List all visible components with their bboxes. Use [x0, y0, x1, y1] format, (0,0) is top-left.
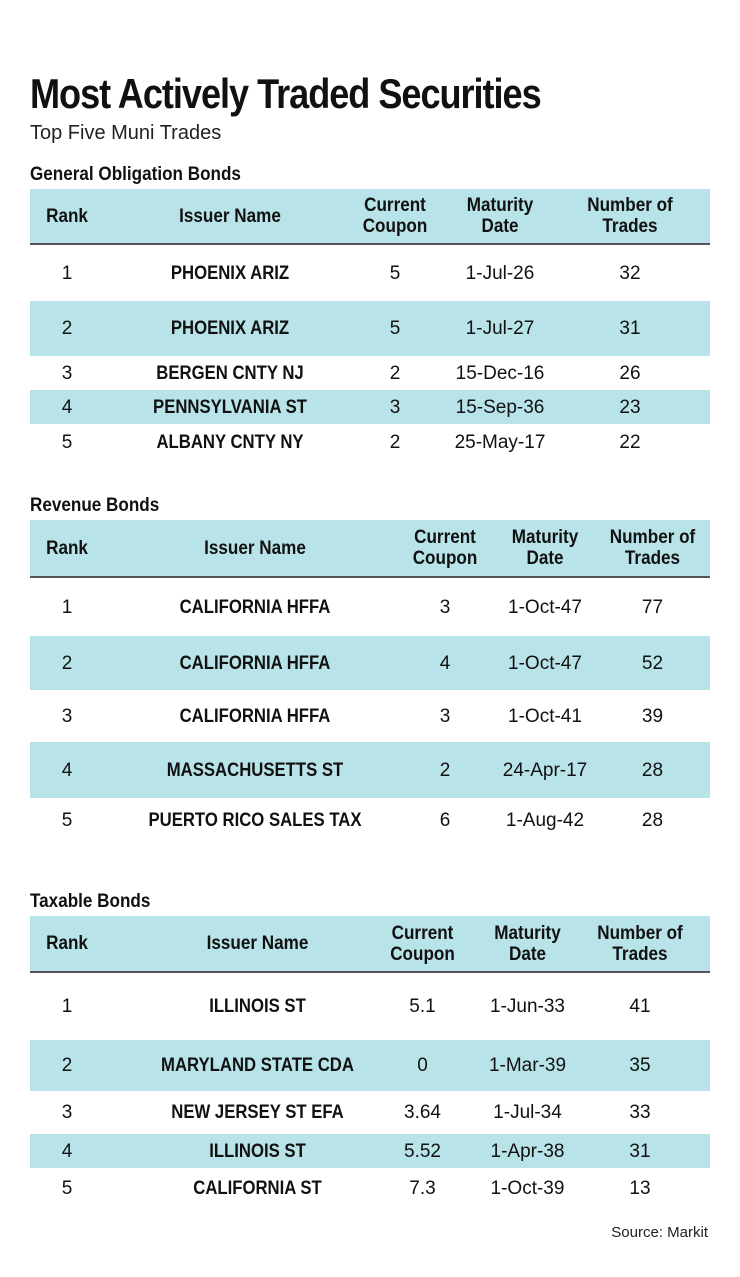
cell-coupon: 3	[439, 596, 451, 618]
header-coupon: Current Coupon	[362, 195, 428, 237]
cell-trades: 77	[641, 596, 664, 618]
section-title: General Obligation Bonds	[30, 164, 241, 185]
cell-maturity: 25-May-17	[454, 431, 546, 453]
header-coupon: Current Coupon	[412, 527, 478, 569]
header-issuer: Issuer Name	[204, 537, 306, 559]
cell-issuer: PENNSYLVANIA ST	[153, 396, 307, 418]
cell-issuer: MARYLAND STATE CDA	[161, 1055, 354, 1076]
cell-rank: 5	[61, 1177, 73, 1199]
cell-trades: 23	[619, 396, 641, 418]
cell-trades: 39	[641, 705, 664, 727]
cell-rank: 4	[61, 1140, 73, 1162]
cell-maturity: 1-Jul-27	[465, 318, 535, 339]
table-row	[30, 1091, 710, 1134]
header-coupon: Current Coupon	[390, 922, 455, 965]
table-row	[30, 390, 710, 424]
cell-trades: 41	[629, 996, 651, 1017]
cell-coupon: 5	[389, 262, 401, 284]
cell-issuer: PUERTO RICO SALES TAX	[148, 809, 362, 831]
cell-maturity: 1-Oct-47	[508, 596, 582, 618]
table-row	[30, 1040, 710, 1091]
cell-issuer: ALBANY CNTY NY	[156, 431, 304, 453]
cell-coupon: 2	[389, 362, 401, 384]
cell-rank: 1	[61, 996, 73, 1017]
header-rank: Rank	[46, 205, 88, 227]
header-maturity: Maturity Date	[466, 195, 534, 237]
cell-trades: 26	[619, 362, 641, 384]
cell-rank: 2	[61, 1055, 73, 1076]
cell-issuer: ILLINOIS ST	[209, 996, 306, 1017]
cell-trades: 31	[619, 318, 641, 339]
section-title: Taxable Bonds	[30, 891, 151, 912]
table-body	[30, 973, 710, 1208]
cell-coupon: 5.52	[404, 1140, 441, 1162]
table-row	[30, 742, 710, 798]
cell-rank: 4	[61, 759, 73, 781]
cell-rank: 5	[61, 431, 73, 453]
table-row	[30, 636, 710, 690]
cell-maturity: 1-Oct-41	[508, 705, 582, 727]
cell-rank: 1	[61, 596, 73, 618]
header-rank: Rank	[46, 537, 88, 559]
source-note: Source: Markit	[611, 1224, 708, 1241]
taxable-section	[30, 890, 710, 1208]
cell-maturity: 1-Jul-34	[493, 1102, 562, 1123]
cell-issuer: PHOENIX ARIZ	[170, 318, 290, 339]
header-maturity: Maturity Date	[494, 922, 561, 965]
cell-trades: 28	[641, 759, 664, 781]
cell-coupon: 3.64	[404, 1102, 441, 1123]
cell-maturity: 24-Apr-17	[502, 759, 588, 781]
cell-trades: 35	[629, 1055, 651, 1076]
cell-issuer: CALIFORNIA HFFA	[179, 652, 331, 674]
table-header	[30, 189, 710, 245]
header-trades: Number of Trades	[609, 527, 696, 569]
section-title: Revenue Bonds	[30, 495, 160, 516]
header-issuer: Issuer Name	[179, 205, 281, 227]
header-rank: Rank	[46, 933, 88, 954]
cell-issuer: MASSACHUSETTS ST	[166, 759, 344, 781]
table-row	[30, 301, 710, 356]
cell-trades: 52	[641, 652, 664, 674]
cell-issuer: CALIFORNIA ST	[193, 1177, 322, 1199]
cell-coupon: 4	[439, 652, 451, 674]
cell-maturity: 15-Sep-36	[455, 396, 545, 418]
cell-maturity: 1-Jun-33	[490, 996, 565, 1017]
cell-rank: 3	[61, 705, 73, 727]
table-row	[30, 245, 710, 301]
cell-rank: 2	[61, 318, 73, 339]
cell-coupon: 6	[439, 809, 451, 831]
table-row	[30, 1168, 710, 1208]
cell-maturity: 1-Mar-39	[488, 1055, 567, 1076]
table-header	[30, 520, 710, 578]
table-row	[30, 973, 710, 1040]
header-issuer: Issuer Name	[206, 933, 309, 954]
table-body	[30, 578, 710, 842]
cell-maturity: 1-Apr-38	[490, 1140, 565, 1162]
cell-trades: 13	[629, 1177, 651, 1199]
cell-rank: 4	[61, 396, 73, 418]
cell-maturity: 1-Jul-26	[465, 262, 535, 284]
cell-maturity: 1-Oct-39	[490, 1177, 565, 1199]
cell-rank: 3	[61, 362, 73, 384]
cell-issuer: CALIFORNIA HFFA	[179, 705, 331, 727]
cell-trades: 22	[619, 431, 641, 453]
cell-issuer: CALIFORNIA HFFA	[179, 596, 331, 618]
cell-trades: 33	[629, 1102, 651, 1123]
revenue-section	[30, 494, 710, 842]
table-row	[30, 578, 710, 636]
cell-coupon: 5.1	[409, 996, 436, 1017]
table-row	[30, 798, 710, 842]
table-row	[30, 690, 710, 742]
table-body	[30, 245, 710, 460]
table-row	[30, 424, 710, 460]
cell-issuer: NEW JERSEY ST EFA	[171, 1102, 344, 1123]
cell-coupon: 5	[389, 318, 401, 339]
cell-rank: 3	[61, 1102, 73, 1123]
table-row	[30, 1134, 710, 1168]
cell-rank: 5	[61, 809, 73, 831]
page-title: Most Actively Traded Securities	[30, 70, 541, 117]
cell-issuer: PHOENIX ARIZ	[170, 262, 290, 284]
cell-coupon: 0	[417, 1055, 428, 1076]
cell-maturity: 1-Aug-42	[505, 809, 585, 831]
table-row	[30, 356, 710, 390]
header-trades: Number of Trades	[587, 195, 673, 237]
table-header	[30, 916, 710, 973]
cell-trades: 31	[629, 1140, 651, 1162]
cell-trades: 28	[641, 809, 664, 831]
page-subtitle: Top Five Muni Trades	[30, 122, 222, 144]
cell-coupon: 3	[439, 705, 451, 727]
cell-coupon: 2	[439, 759, 451, 781]
general-obligation-section	[30, 163, 710, 460]
cell-rank: 1	[61, 262, 73, 284]
cell-rank: 2	[61, 652, 73, 674]
cell-trades: 32	[619, 262, 641, 284]
header-maturity: Maturity Date	[511, 527, 579, 569]
cell-coupon: 7.3	[409, 1177, 436, 1199]
cell-issuer: BERGEN CNTY NJ	[156, 362, 304, 384]
cell-maturity: 15-Dec-16	[455, 362, 545, 384]
cell-coupon: 2	[389, 431, 401, 453]
cell-maturity: 1-Oct-47	[508, 652, 582, 674]
cell-issuer: ILLINOIS ST	[209, 1140, 306, 1162]
header-trades: Number of Trades	[597, 922, 683, 965]
cell-coupon: 3	[389, 396, 401, 418]
